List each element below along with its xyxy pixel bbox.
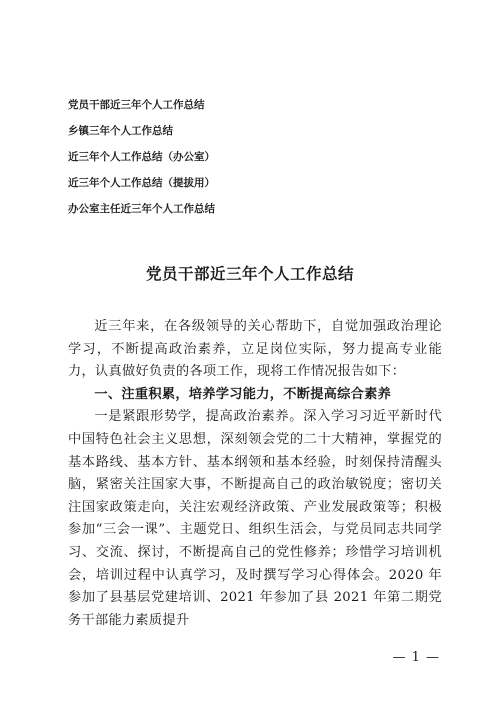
section-heading: 一、注重积累，培养学习能力，不断提高综合素养 bbox=[94, 386, 392, 402]
toc-list bbox=[68, 96, 448, 226]
toc-item[interactable]: 近三年个人工作总结（提拔用） bbox=[68, 177, 215, 189]
toc-item[interactable]: 近三年个人工作总结（办公室） bbox=[68, 151, 215, 163]
intro-paragraph: 近三年来，在各级领导的关心帮助下，自觉加强政治理论学习，不断提高政治素养，立足岗位实际，努力提高专业能力，认真做好负责的各项工作，现将工作情况报告如下： bbox=[68, 319, 442, 380]
page-number: — 1 — bbox=[392, 650, 440, 665]
document-body bbox=[68, 316, 442, 632]
toc-item[interactable]: 办公室主任近三年个人工作总结 bbox=[68, 203, 215, 215]
document-title: 党员干部近三年个人工作总结 bbox=[145, 265, 354, 283]
toc-item[interactable]: 乡镇三年个人工作总结 bbox=[68, 125, 173, 137]
section-paragraph: 一是紧跟形势学，提高政治素养。深入学习习近平新时代中国特色社会主义思想，深刻领会党的二十大精神，掌握党的基本路线、基本方针、基本纲领和基本经验，时刻保持清醒头脑，紧密关注国家大事，不断提高自己的政治敏锐度；密切关注国家政策走向，关注宏观经济政策、产业发展政策等；积极参加“三会一课”、主题党日、组织生活会，与党员同志共同学习、交流、探讨，不断提高自己的党性修养；珍惜学习培训机会，培训过程中认真学习，及时撰写学习心得体会。2020 年参加了县基层党建培训、2021 年参加了县 2021 年第二期党务干部能力素质提升 bbox=[68, 409, 442, 628]
toc-item[interactable]: 党员干部近三年个人工作总结 bbox=[68, 99, 205, 111]
